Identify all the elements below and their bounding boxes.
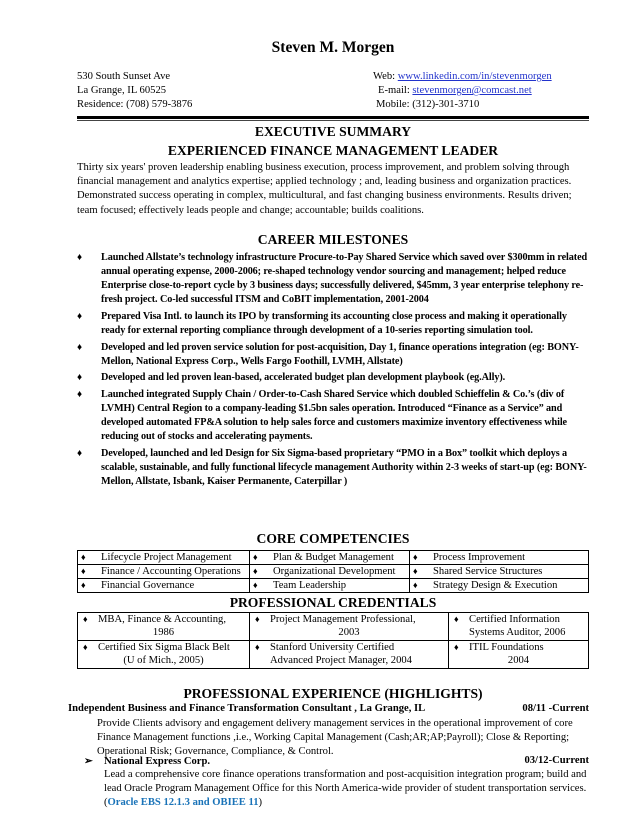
summary-subheading: EXPERIENCED FINANCE MANAGEMENT LEADER — [167, 143, 499, 158]
job-description: Provide Clients advisory and engagement delivery management services in the operational improvement of core Finance Management functions ,i.e., Working Capital Management (Cash;AR;AP;Payroll); Close & Reporting; Operational Risk; Governance, Compliance, & Control. — [97, 718, 573, 758]
address-line-1: 530 South Sunset Ave — [77, 71, 171, 82]
competencies-table — [77, 550, 589, 593]
address-line-2: La Grange, IL 60525 — [77, 85, 167, 96]
list-item: ♦ Prepared Visa Intl. to launch its IPO by transforming its accounting close process and making it operationally ready for external reporting compliance through development of a 10-series reporting simulation tool. — [77, 310, 567, 336]
linkedin-link[interactable]: www.linkedin.com/in/stevenmorgen — [397, 71, 552, 82]
diamond-bullet-icon: ♦ — [255, 641, 260, 652]
diamond-bullet-icon: ♦ — [83, 614, 88, 624]
career-milestones-heading: CAREER MILESTONES — [257, 232, 409, 247]
milestones-list — [77, 251, 589, 492]
table-row: ♦ Certified Six Sigma Black Belt (U of Mich., 2005) ♦ Stanford University Certified Advanced Project Manager, 2004 ♦ ITIL Foundations 2004 — [78, 640, 589, 668]
candidate-name: Steven M. Morgen — [271, 39, 395, 56]
list-item: ♦ Developed and led proven service solution for post-acquisition, Day 1, finance operations integration (eg: BONY-Mellon, National Express Corp., Wells Fargo Foothill, LVMH, Allstate) — [77, 341, 579, 367]
diamond-bullet-icon: ♦ — [413, 580, 418, 590]
diamond-bullet-icon: ♦ — [77, 310, 83, 322]
diamond-bullet-icon: ♦ — [77, 252, 83, 263]
diamond-bullet-icon: ♦ — [413, 552, 418, 562]
diamond-bullet-icon: ♦ — [413, 566, 418, 576]
summary-text: Thirty six years' proven leadership enabling business execution, process improvement, and problem solving through financial management and analytics expertise; applied technology ; and, leading business and organization practices. Demonstrated success operating in complex, multicultural, and fast changing business environments. Results driven; team focused; effectively leads people and change; accountable; builds coalitions. — [77, 162, 572, 216]
tech-highlight: Oracle EBS 12.1.3 and OBIEE 11 — [107, 797, 259, 809]
residence-phone: Residence: (708) 579-3876 — [77, 99, 193, 110]
diamond-bullet-icon: ♦ — [253, 566, 258, 576]
diamond-bullet-icon: ♦ — [81, 566, 86, 576]
job-dates: 08/11 -Current — [522, 703, 589, 714]
client-row — [84, 755, 589, 767]
client-description: Lead a comprehensive core finance operations transformation and post-acquisition integration program; build and lead Oracle Program Management Office for this North America-wide provider of student transportation services. (Oracle EBS 12.1.3 and OBIEE 11) — [104, 769, 587, 809]
professional-experience-heading: PROFESSIONAL EXPERIENCE (HIGHLIGHTS) — [183, 686, 483, 701]
list-item: ♦ Launched integrated Supply Chain / Order-to-Cash Shared Service which doubled Schieffelin & Co.’s (div of LVMH) Central Region to a company-leading $1.5bn sales operation. Introduced “Finance as a Service” and developed automated FP&A solution to help sales force and customers maximize inventory effectiveness while reducing out of stocks and accelerating payments. — [77, 388, 567, 443]
diamond-bullet-icon: ♦ — [253, 580, 258, 590]
job-title: Independent Business and Finance Transformation Consultant , La Grange, IL — [68, 703, 426, 714]
diamond-bullet-icon: ♦ — [77, 447, 83, 459]
table-row: ♦ MBA, Finance & Accounting, 1986 ♦ Project Management Professional, 2003 ♦ Certified Information Systems Auditor, 2006 — [78, 613, 589, 641]
professional-credentials-heading: PROFESSIONAL CREDENTIALS — [229, 595, 437, 610]
diamond-bullet-icon: ♦ — [253, 552, 258, 562]
web-label: Web: — [373, 71, 398, 82]
diamond-bullet-icon: ♦ — [77, 372, 83, 384]
diamond-bullet-icon: ♦ — [454, 614, 459, 624]
header-divider-thin — [77, 120, 589, 121]
list-item: ♦ Launched Allstate’s technology infrastructure Procure-to-Pay Shared Service which saved over $300mm in related annual operating expense, 2000-2006; re-shaped technology vendor sourcing and management; helped reduce Enterprise close-to-report cycle by 3 business days; successfully delivered, $45mm, 3 year enterprise telephony re-fresh project. Co-led successful ITSM and CoBIT implementation, 2001-2004 — [77, 252, 588, 306]
diamond-bullet-icon: ♦ — [81, 580, 86, 590]
diamond-bullet-icon: ♦ — [454, 641, 459, 652]
core-competencies-heading: CORE COMPETENCIES — [256, 531, 410, 546]
list-item: ♦ Developed and led proven lean-based, accelerated budget plan development playbook (eg.Ally). — [77, 371, 589, 385]
table-row: ♦ Financial Governance ♦ Team Leadership ♦ Strategy Design & Execution — [78, 579, 589, 593]
mobile-phone: Mobile: (312)-301-3710 — [376, 99, 480, 110]
table-row: ♦ Lifecycle Project Management ♦ Plan & Budget Management ♦ Process Improvement — [78, 551, 589, 565]
job-title-row — [68, 703, 589, 714]
list-item: ♦ Developed, launched and led Design for Six Sigma-based proprietary “PMO in a Box” toolkit which deploys a scalable, sustainable, and fully functional lifecycle management Authority within 2-3 weeks of start-up (eg: BONY-Mellon, Allstate, Isbank, Kaiser Permanente, Caterpillar ) — [77, 447, 587, 487]
diamond-bullet-icon: ♦ — [81, 552, 86, 562]
diamond-bullet-icon: ♦ — [77, 388, 83, 400]
diamond-bullet-icon: ♦ — [77, 341, 83, 353]
email-link[interactable]: stevenmorgen@comcast.net — [412, 85, 532, 96]
executive-summary-heading: EXECUTIVE SUMMARY — [254, 124, 412, 139]
diamond-bullet-icon: ♦ — [255, 614, 260, 624]
arrow-bullet-icon: ➢ — [84, 756, 93, 767]
contact-address — [77, 70, 192, 112]
email-label: E-mail: — [378, 85, 413, 96]
table-row: ♦ Finance / Accounting Operations ♦ Organizational Development ♦ Shared Service Structures — [78, 565, 589, 579]
diamond-bullet-icon: ♦ — [83, 641, 88, 652]
client-name: National Express Corp. — [104, 756, 211, 767]
client-dates: 03/12-Current — [524, 755, 589, 766]
contact-online — [373, 70, 552, 112]
header-divider — [77, 116, 589, 119]
credentials-table — [77, 612, 589, 669]
